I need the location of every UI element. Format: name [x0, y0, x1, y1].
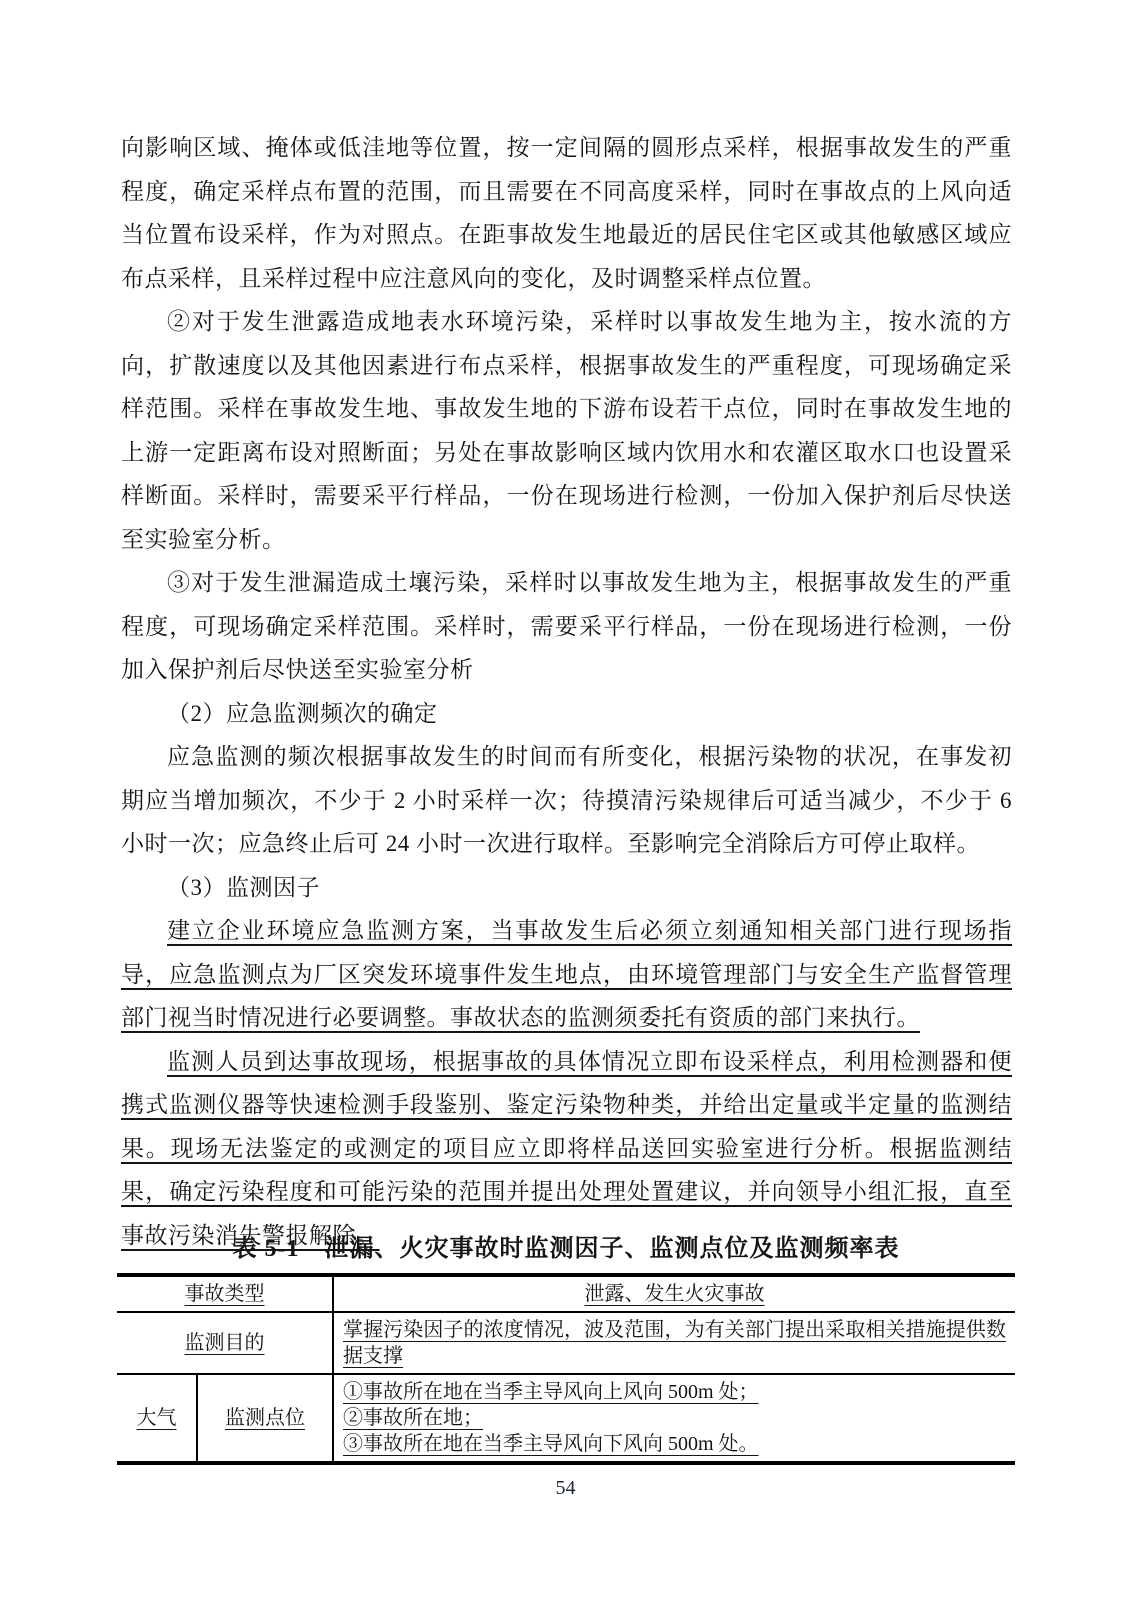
table-row-accident-type [117, 1275, 1015, 1312]
paragraph-sampling-area-continuation: 向影响区域、掩体或低洼地等位置，按一定间隔的圆形点采样，根据事故发生的严重程度，确定采样点布置的范围，而且需要在不同高度采样，同时在事故点的上风向适当位置布设采样，作为对照点。在距事故发生地最近的居民住宅区或其他敏感区域应布点采样，且采样过程中应注意风向的变化，及时调整采样点位置。 [121, 135, 1012, 291]
cell-accident-type-value [333, 1275, 1015, 1312]
page-number: 54 [555, 1477, 576, 1499]
monitoring-table-section [117, 1232, 1015, 1465]
cell-purpose-label [117, 1312, 333, 1374]
paragraph-surface-water-sampling: ②对于发生泄露造成地表水环境污染，采样时以事故发生地为主，按水流的方向，扩散速度以及其他因素进行布点采样，根据事故发生的严重程度，可现场确定采样范围。采样在事故发生地、事故发生地的下游布设若干点位，同时在事故发生地的上游一定距离布设对照断面；另处在事故影响区域内饮用水和农灌区取水口也设置采样断面。采样时，需要采平行样品，一份在现场进行检测，一份加入保护剂后尽快送至实验室分析。 [121, 309, 1012, 552]
paragraph-monitoring-plan-underlined: 建立企业环境应急监测方案，当事故发生后必须立刻通知相关部门进行现场指导，应急监测点为厂区突发环境事件发生地点，由环境管理部门与安全生产监督管理部门视当时情况进行必要调整。事故状态的监测须委托有资质的部门来执行。 [121, 918, 1012, 1030]
point-downwind: ③事故所在地在当季主导风向下风向 500m 处。 [343, 1433, 759, 1455]
table-row-purpose [117, 1312, 1015, 1374]
air-category-label: 大气 [136, 1407, 177, 1429]
table-row-air-points [117, 1374, 1015, 1463]
purpose-label: 监测目的 [184, 1332, 265, 1354]
accident-type-label: 事故类型 [184, 1283, 265, 1305]
body-text [121, 126, 1012, 1257]
paragraph-onsite-monitoring-underlined: 监测人员到达事故现场，根据事故的具体情况立即布设采样点，利用检测器和便携式监测仪器等快速检测手段鉴别、鉴定污染物种类，并给出定量或半定量的监测结果。现场无法鉴定的或测定的项目应立即将样品送回实验室进行分析。根据监测结果，确定污染程度和可能污染的范围并提出处理处置建议，并向领导小组汇报，直至事故污染消失警报解除。 [121, 1048, 1012, 1248]
monitoring-table [117, 1273, 1015, 1465]
heading-monitoring-frequency: （2）应急监测频次的确定 [167, 700, 438, 726]
point-onsite: ②事故所在地； [343, 1407, 483, 1429]
heading-monitoring-factors: （3）监测因子 [167, 874, 320, 900]
cell-air-category [117, 1374, 197, 1463]
cell-purpose-value [333, 1312, 1015, 1374]
accident-type-value: 泄露、发生火灾事故 [584, 1283, 765, 1305]
paragraph-soil-sampling: ③对于发生泄漏造成土壤污染，采样时以事故发生地为主，根据事故发生的严重程度，可现场确定采样范围。采样时，需要采平行样品，一份在现场进行检测，一份加入保护剂后尽快送至实验室分析 [121, 570, 1012, 682]
point-upwind: ①事故所在地在当季主导风向上风向 500m 处； [343, 1381, 759, 1403]
cell-points-value [333, 1374, 1015, 1463]
paragraph-monitoring-frequency-detail: 应急监测的频次根据事故发生的时间而有所变化，根据污染物的状况，在事发初期应当增加频次，不少于 2 小时采样一次；待摸清污染规律后可适当减少，不少于 6 小时一次；应急终止后可 24 小时一次进行取样。至影响完全消除后方可停止取样。 [121, 744, 1013, 856]
points-label: 监测点位 [225, 1407, 305, 1429]
purpose-value: 掌握污染因子的浓度情况，波及范围，为有关部门提出采取相关措施提供数据支撑 [343, 1319, 1006, 1367]
cell-points-label [197, 1374, 333, 1463]
cell-accident-type-label [117, 1275, 333, 1312]
table-caption: 表 5-1 泄漏、火灾事故时监测因子、监测点位及监测频率表 [232, 1236, 900, 1262]
